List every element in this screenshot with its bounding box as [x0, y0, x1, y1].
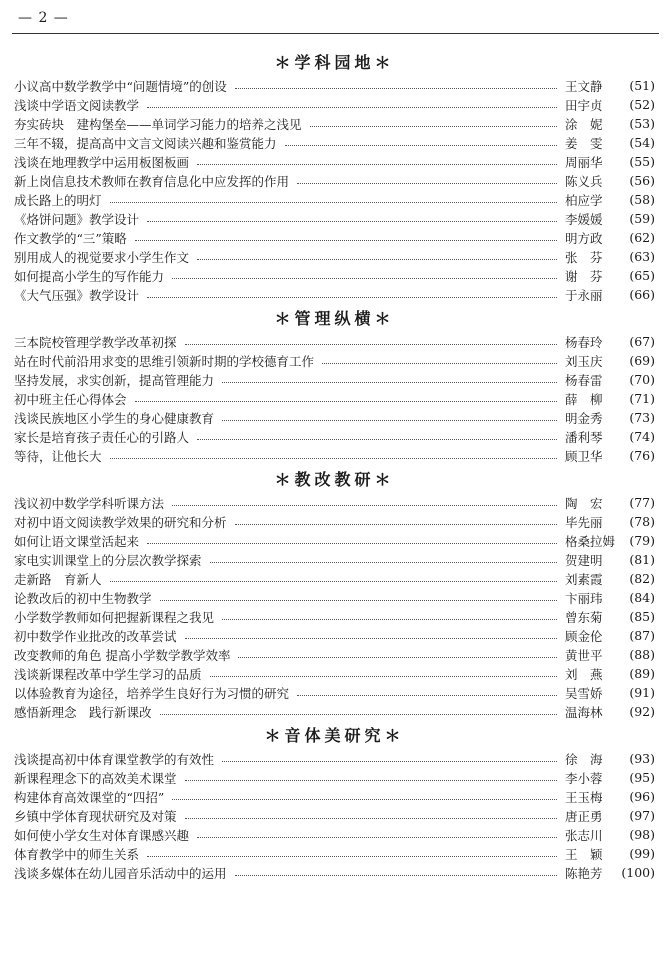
- entry-title: 构建体育高效课堂的“四招”: [14, 789, 165, 805]
- section-title: ＊教改教研＊: [274, 470, 395, 489]
- entry-page: (88): [629, 647, 655, 662]
- dot-leader: [197, 439, 557, 440]
- dot-leader: [172, 799, 557, 800]
- entry-title: 家长是培育孩子责任心的引路人: [14, 429, 190, 445]
- dot-leader: [197, 837, 557, 838]
- dot-leader: [135, 240, 557, 241]
- entry-title: 如何提高小学生的写作能力: [14, 268, 165, 284]
- entry-page: (63): [629, 249, 655, 264]
- entry-author: 谢 芬: [565, 268, 603, 284]
- entry-title: 小学数学教师如何把握新课程之我见: [14, 609, 215, 625]
- entry-page: (82): [629, 571, 655, 586]
- entry-page: (67): [629, 334, 655, 349]
- dot-leader: [322, 363, 557, 364]
- entry-page: (54): [629, 135, 655, 150]
- section-title: ＊管理纵横＊: [274, 309, 395, 328]
- page-number: — 2 —: [18, 10, 69, 26]
- dot-leader: [197, 164, 557, 165]
- dot-leader: [147, 856, 557, 857]
- entry-page: (58): [629, 192, 655, 207]
- toc-entry: [14, 332, 655, 351]
- entry-page: (91): [629, 685, 655, 700]
- entry-title: 站在时代前沿用求变的思维引领新时期的学校德育工作: [14, 353, 315, 369]
- toc-entry: [14, 114, 655, 133]
- entry-author: 杨春雷: [565, 372, 603, 388]
- dot-leader: [297, 183, 557, 184]
- entry-page: (62): [629, 230, 655, 245]
- entry-author: 田宇贞: [565, 97, 603, 113]
- entry-page: (89): [629, 666, 655, 681]
- entry-page: (79): [629, 533, 655, 548]
- entry-page: (65): [629, 268, 655, 283]
- entry-title: 如何使小学女生对体育课感兴趣: [14, 827, 190, 843]
- toc-entry: [14, 95, 655, 114]
- entry-author: 贺建明: [565, 552, 603, 568]
- entry-title: 浅谈提高初中体育课堂教学的有效性: [14, 751, 215, 767]
- section-title: ＊音体美研究＊: [264, 726, 405, 745]
- toc-entry: [14, 645, 655, 664]
- toc-entry: [14, 171, 655, 190]
- dot-leader: [110, 458, 557, 459]
- toc-entry: [14, 607, 655, 626]
- toc-entry: [14, 863, 655, 882]
- entry-page: (76): [629, 448, 655, 463]
- toc-entry: [14, 749, 655, 768]
- entry-title: 如何让语文课堂活起来: [14, 533, 140, 549]
- toc-entry: [14, 285, 655, 304]
- entry-author: 薛 柳: [565, 391, 603, 407]
- entry-title: 作文教学的“三”策略: [14, 230, 127, 246]
- toc-entry: [14, 351, 655, 370]
- entry-page: (95): [629, 770, 655, 785]
- entry-title: 初中班主任心得体会: [14, 391, 127, 407]
- entry-page: (52): [629, 97, 655, 112]
- entry-author: 明金秀: [565, 410, 603, 426]
- dot-leader: [160, 600, 557, 601]
- entry-author: 于永丽: [565, 287, 603, 303]
- entry-author: 李媛媛: [565, 211, 603, 227]
- entry-author: 刘素霞: [565, 571, 603, 587]
- entry-page: (100): [621, 865, 655, 880]
- entry-author: 涂 妮: [565, 116, 603, 132]
- entry-page: (98): [629, 827, 655, 842]
- entry-author: 顾卫华: [565, 448, 603, 464]
- entry-page: (51): [629, 78, 655, 93]
- entry-author: 柏应学: [565, 192, 603, 208]
- entry-page: (74): [629, 429, 655, 444]
- toc-entry: [14, 408, 655, 427]
- toc-entry: [14, 683, 655, 702]
- dot-leader: [110, 202, 557, 203]
- entry-author: 姜 雯: [565, 135, 603, 151]
- table-of-contents: [14, 48, 655, 882]
- entry-title: 小议高中数学教学中“问题情境”的创设: [14, 78, 227, 94]
- entry-author: 格桑拉姆: [565, 533, 616, 549]
- entry-author: 陈义兵: [565, 173, 603, 189]
- dot-leader: [147, 543, 557, 544]
- toc-entry: [14, 190, 655, 209]
- entry-author: 曾东菊: [565, 609, 603, 625]
- toc-entry: [14, 228, 655, 247]
- entry-page: (53): [629, 116, 655, 131]
- entry-title: 新上岗信息技术教师在教育信息化中应发挥的作用: [14, 173, 290, 189]
- dot-leader: [238, 657, 557, 658]
- toc-entry: [14, 446, 655, 465]
- entry-title: 坚持发展，求实创新，提高管理能力: [14, 372, 215, 388]
- entry-author: 王玉梅: [565, 789, 603, 805]
- dot-leader: [185, 638, 557, 639]
- entry-title: 浅谈民族地区小学生的身心健康教育: [14, 410, 215, 426]
- entry-title: 夯实砖块 建构堡垒——单词学习能力的培养之浅见: [14, 116, 302, 132]
- entry-title: 家电实训课堂上的分层次教学探索: [14, 552, 202, 568]
- dot-leader: [310, 126, 557, 127]
- entry-author: 吴雪娇: [565, 685, 603, 701]
- entry-page: (85): [629, 609, 655, 624]
- entry-author: 刘 燕: [565, 666, 603, 682]
- entry-page: (87): [629, 628, 655, 643]
- dot-leader: [235, 524, 557, 525]
- entry-author: 李小蓉: [565, 770, 603, 786]
- entry-title: 《烙饼问题》教学设计: [14, 211, 140, 227]
- entry-page: (97): [629, 808, 655, 823]
- entry-title: 成长路上的明灯: [14, 192, 102, 208]
- toc-entry: [14, 76, 655, 95]
- dot-leader: [222, 761, 557, 762]
- entry-author: 温海林: [565, 704, 603, 720]
- dot-leader: [222, 619, 557, 620]
- dot-leader: [185, 344, 557, 345]
- toc-entry: [14, 550, 655, 569]
- entry-author: 周丽华: [565, 154, 603, 170]
- dot-leader: [235, 875, 557, 876]
- entry-title: 感悟新理念 践行新课改: [14, 704, 152, 720]
- top-rule: [12, 33, 659, 34]
- entry-title: 《大气压强》教学设计: [14, 287, 140, 303]
- entry-title: 新课程理念下的高效美术课堂: [14, 770, 177, 786]
- entry-author: 陶 宏: [565, 495, 603, 511]
- entry-page: (93): [629, 751, 655, 766]
- entry-author: 刘玉庆: [565, 353, 603, 369]
- entry-page: (77): [629, 495, 655, 510]
- toc-entry: [14, 370, 655, 389]
- toc-entry: [14, 493, 655, 512]
- dot-leader: [160, 714, 557, 715]
- dot-leader: [172, 505, 557, 506]
- entry-page: (96): [629, 789, 655, 804]
- entry-author: 杨春玲: [565, 334, 603, 350]
- dot-leader: [235, 88, 557, 89]
- section-title: ＊学科园地＊: [274, 53, 395, 72]
- entry-author: 黄世平: [565, 647, 603, 663]
- dot-leader: [222, 382, 557, 383]
- entry-author: 唐正勇: [565, 808, 603, 824]
- dot-leader: [147, 107, 557, 108]
- entry-page: (92): [629, 704, 655, 719]
- entry-title: 体育教学中的师生关系: [14, 846, 140, 862]
- dot-leader: [147, 297, 557, 298]
- entry-page: (55): [629, 154, 655, 169]
- dot-leader: [197, 259, 557, 260]
- entry-author: 顾金伦: [565, 628, 603, 644]
- toc-entry: [14, 702, 655, 721]
- toc-entry: [14, 531, 655, 550]
- entry-title: 浅谈新课程改革中学生学习的品质: [14, 666, 202, 682]
- entry-author: 明方政: [565, 230, 603, 246]
- entry-author: 张志川: [565, 827, 603, 843]
- dot-leader: [172, 278, 557, 279]
- dot-leader: [185, 780, 557, 781]
- entry-page: (81): [629, 552, 655, 567]
- entry-title: 等待，让他长大: [14, 448, 102, 464]
- entry-page: (99): [629, 846, 655, 861]
- toc-entry: [14, 569, 655, 588]
- toc-entry: [14, 806, 655, 825]
- toc-entry: [14, 133, 655, 152]
- toc-entry: [14, 825, 655, 844]
- toc-entry: [14, 844, 655, 863]
- dot-leader: [210, 676, 557, 677]
- entry-title: 论教改后的初中生物教学: [14, 590, 152, 606]
- toc-entry: [14, 427, 655, 446]
- entry-title: 别用成人的视觉要求小学生作文: [14, 249, 190, 265]
- entry-author: 潘利琴: [565, 429, 603, 445]
- entry-title: 浅谈多媒体在幼儿园音乐活动中的运用: [14, 865, 227, 881]
- entry-author: 毕先丽: [565, 514, 603, 530]
- toc-entry: [14, 768, 655, 787]
- dot-leader: [285, 145, 557, 146]
- entry-title: 乡镇中学体育现状研究及对策: [14, 808, 177, 824]
- dot-leader: [147, 221, 557, 222]
- dot-leader: [222, 420, 557, 421]
- toc-entry: [14, 247, 655, 266]
- toc-entry: [14, 787, 655, 806]
- toc-entry: [14, 512, 655, 531]
- entry-page: (78): [629, 514, 655, 529]
- entry-page: (84): [629, 590, 655, 605]
- entry-page: (73): [629, 410, 655, 425]
- entry-author: 卞丽玮: [565, 590, 603, 606]
- toc-entry: [14, 389, 655, 408]
- entry-page: (69): [629, 353, 655, 368]
- entry-author: 王 颖: [565, 846, 603, 862]
- entry-page: (66): [629, 287, 655, 302]
- entry-page: (70): [629, 372, 655, 387]
- toc-entry: [14, 626, 655, 645]
- entry-page: (59): [629, 211, 655, 226]
- dot-leader: [135, 401, 557, 402]
- entry-title: 走新路 育新人: [14, 571, 102, 587]
- toc-entry: [14, 209, 655, 228]
- entry-title: 三本院校管理学教学改革初探: [14, 334, 177, 350]
- toc-entry: [14, 664, 655, 683]
- entry-author: 陈艳芳: [565, 865, 603, 881]
- entry-page: (56): [629, 173, 655, 188]
- entry-title: 浅谈中学语文阅读教学: [14, 97, 140, 113]
- entry-title: 三年不辍，提高高中文言文阅读兴趣和鉴赏能力: [14, 135, 277, 151]
- toc-entry: [14, 152, 655, 171]
- entry-title: 浅谈在地理教学中运用板图板画: [14, 154, 190, 170]
- entry-title: 改变教师的角色 提高小学数学教学效率: [14, 647, 231, 663]
- entry-title: 浅议初中数学学科听课方法: [14, 495, 165, 511]
- toc-entry: [14, 588, 655, 607]
- entry-author: 王文静: [565, 78, 603, 94]
- entry-author: 徐 海: [565, 751, 603, 767]
- entry-title: 以体验教育为途径，培养学生良好行为习惯的研究: [14, 685, 290, 701]
- toc-entry: [14, 266, 655, 285]
- entry-author: 张 芬: [565, 249, 603, 265]
- entry-title: 对初中语文阅读教学效果的研究和分析: [14, 514, 227, 530]
- entry-title: 初中数学作业批改的改革尝试: [14, 628, 177, 644]
- dot-leader: [110, 581, 557, 582]
- entry-page: (71): [629, 391, 655, 406]
- dot-leader: [297, 695, 557, 696]
- dot-leader: [210, 562, 557, 563]
- dot-leader: [185, 818, 557, 819]
